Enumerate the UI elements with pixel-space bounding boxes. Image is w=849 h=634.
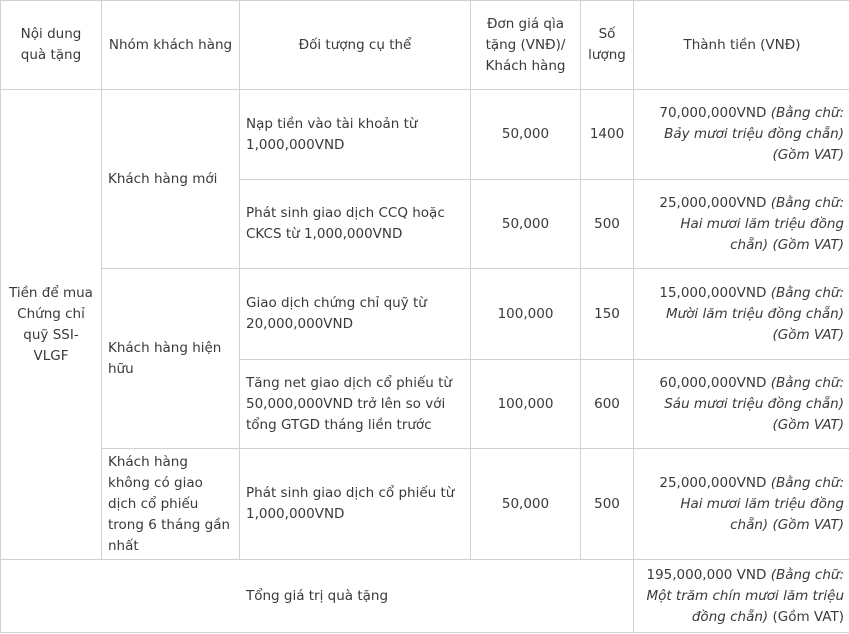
- amount-cell: [634, 449, 849, 560]
- amount-words: (Bằng chữ: Bảy mươi triệu đồng chẵn) (Gồm VAT): [664, 105, 844, 163]
- amount-cell: [634, 269, 849, 360]
- quantity-cell: 500: [581, 449, 634, 560]
- amount-value: 15,000,000VND: [659, 284, 767, 301]
- quantity-cell: 600: [581, 360, 634, 449]
- header-target: Đối tượng cụ thể: [240, 1, 471, 90]
- header-unit-price: Đơn giá qìa tặng (VNĐ)/ Khách hàng: [471, 1, 581, 90]
- amount-value: 25,000,000VND: [659, 474, 767, 491]
- table-row: [1, 90, 849, 180]
- total-amount-value: 195,000,000 VND: [646, 566, 767, 583]
- quantity-cell: 150: [581, 269, 634, 360]
- target-cell: Phát sinh giao dịch CCQ hoặc CKCS từ 1,000,000VND: [240, 180, 471, 269]
- amount-words: (Bằng chữ: Mười lăm triệu đồng chẵn) (Gồm VAT): [665, 284, 844, 343]
- content-cell: Tiền để mua Chứng chỉ quỹ SSI-VLGF: [1, 90, 102, 560]
- amount-cell: [634, 180, 849, 269]
- amount-words: (Bằng chữ: Hai mươi lăm triệu đồng chẵn) (Gồm VAT): [680, 194, 844, 253]
- amount-words: (Bằng chữ: Sáu mươi triệu đồng chẵn) (Gồm VAT): [664, 374, 844, 433]
- header-group: Nhóm khách hàng: [102, 1, 240, 90]
- unit-price-cell: 50,000: [471, 449, 581, 560]
- total-amount-cell: [634, 560, 849, 633]
- total-label: Tổng giá trị quà tặng: [1, 560, 634, 633]
- target-cell: Tăng net giao dịch cổ phiếu từ 50,000,000VND trở lên so với tổng GTGD tháng liền trước: [240, 360, 471, 449]
- header-content: Nội dung quà tặng: [1, 1, 102, 90]
- target-cell: Giao dịch chứng chỉ quỹ từ 20,000,000VND: [240, 269, 471, 360]
- table-row: [1, 269, 849, 360]
- quantity-cell: 500: [581, 180, 634, 269]
- header-quantity: Số lượng: [581, 1, 634, 90]
- group-cell-existing: Khách hàng hiện hữu: [102, 269, 240, 449]
- target-cell: Nạp tiền vào tài khoản từ 1,000,000VND: [240, 90, 471, 180]
- amount-value: 70,000,000VND: [659, 105, 767, 121]
- table-row: [1, 449, 849, 560]
- amount-cell: [634, 90, 849, 180]
- amount-cell: [634, 360, 849, 449]
- table-header-row: [1, 1, 849, 90]
- amount-value: 25,000,000VND: [659, 194, 767, 211]
- group-cell-new: Khách hàng mới: [102, 90, 240, 269]
- header-total: Thành tiền (VNĐ): [634, 1, 849, 90]
- amount-value: 60,000,000VND: [659, 374, 767, 391]
- unit-price-cell: 100,000: [471, 269, 581, 360]
- unit-price-cell: 100,000: [471, 360, 581, 449]
- total-row: [1, 560, 849, 633]
- amount-words: (Bằng chữ: Hai mươi lăm triệu đồng chẵn) (Gồm VAT): [680, 474, 844, 533]
- target-cell: Phát sinh giao dịch cổ phiếu từ 1,000,000VND: [240, 449, 471, 560]
- total-vat: (Gồm VAT): [772, 608, 844, 625]
- quantity-cell: 1400: [581, 90, 634, 180]
- total-amount-words: (Bằng chữ: Một trăm chín mươi lăm triệu đồng chẵn): [646, 566, 844, 625]
- unit-price-cell: 50,000: [471, 90, 581, 180]
- group-cell-inactive: Khách hàng không có giao dịch cổ phiếu trong 6 tháng gần nhất: [102, 449, 240, 560]
- unit-price-cell: 50,000: [471, 180, 581, 269]
